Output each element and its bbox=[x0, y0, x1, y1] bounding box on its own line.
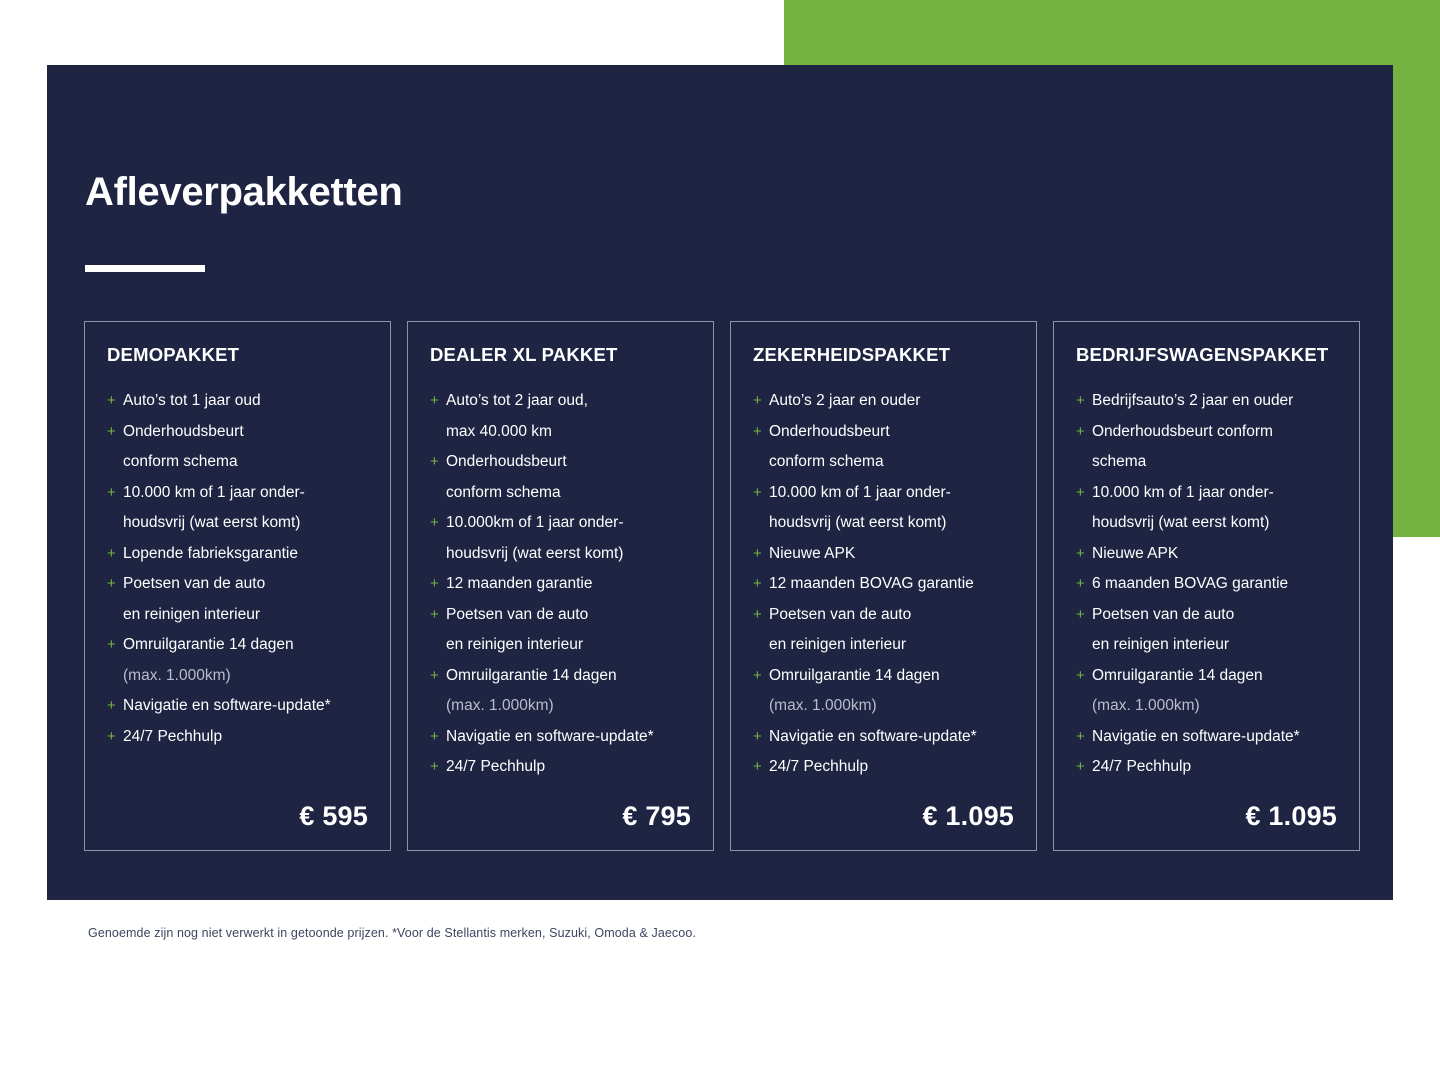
package-card-title: BEDRIJFSWAGENSPAKKET bbox=[1076, 344, 1329, 365]
package-card-list bbox=[84, 321, 1360, 851]
package-feature-item bbox=[753, 478, 1014, 509]
package-feature-item bbox=[1076, 600, 1337, 631]
package-feature-label: conform schema bbox=[123, 453, 238, 470]
package-feature-item bbox=[430, 722, 691, 753]
footnote-text: Genoemde zijn nog niet verwerkt in getoonde prijzen. *Voor de Stellantis merken, Suzuki, Omoda & Jaecoo. bbox=[88, 926, 696, 940]
package-feature-item bbox=[107, 722, 368, 753]
package-card-title: DEALER XL PAKKET bbox=[430, 344, 618, 365]
package-feature-label: schema bbox=[1092, 453, 1147, 470]
package-feature-label: conform schema bbox=[446, 483, 561, 501]
package-feature-label: Onderhoudsbeurt bbox=[769, 422, 890, 440]
package-feature-item bbox=[1076, 752, 1337, 783]
package-feature-item bbox=[107, 386, 368, 417]
package-feature-item bbox=[430, 569, 691, 600]
package-feature-label: 24/7 Pechhulp bbox=[446, 758, 546, 775]
package-feature-label: conform schema bbox=[769, 453, 884, 470]
package-feature-label: (max. 1.000km) bbox=[446, 697, 554, 714]
plus-icon: + bbox=[430, 392, 439, 409]
package-feature-list bbox=[430, 386, 691, 783]
plus-icon: + bbox=[107, 422, 116, 440]
plus-icon: + bbox=[753, 605, 762, 623]
plus-icon: + bbox=[107, 636, 116, 653]
package-feature-item bbox=[107, 447, 368, 478]
package-feature-label: Omruilgarantie 14 dagen bbox=[1092, 666, 1263, 684]
package-feature-item bbox=[107, 569, 368, 600]
package-feature-item bbox=[430, 417, 691, 448]
package-feature-item bbox=[430, 447, 691, 478]
package-feature-label: Poetsen van de auto bbox=[446, 605, 589, 623]
package-feature-list bbox=[107, 386, 368, 781]
plus-icon: + bbox=[1076, 758, 1085, 775]
package-feature-item bbox=[430, 661, 691, 692]
package-feature-item bbox=[1076, 661, 1337, 692]
package-feature-item bbox=[107, 691, 368, 722]
package-feature-label: en reinigen interieur bbox=[1092, 636, 1230, 653]
package-feature-item bbox=[1076, 447, 1337, 478]
package-feature-label: (max. 1.000km) bbox=[769, 697, 877, 714]
package-feature-item bbox=[1076, 722, 1337, 753]
package-feature-label: Onderhoudsbeurt conform bbox=[1092, 422, 1273, 440]
package-feature-item bbox=[753, 539, 1014, 570]
package-feature-item bbox=[1076, 569, 1337, 600]
package-feature-label: Nieuwe APK bbox=[1092, 544, 1179, 562]
package-feature-item bbox=[753, 508, 1014, 539]
package-price: € 595 bbox=[299, 800, 368, 831]
package-feature-item bbox=[1076, 478, 1337, 509]
package-feature-label: Nieuwe APK bbox=[769, 544, 856, 562]
package-feature-item bbox=[753, 661, 1014, 692]
package-card bbox=[84, 321, 391, 851]
package-feature-item bbox=[430, 600, 691, 631]
package-feature-item bbox=[107, 661, 368, 692]
package-feature-label: 12 maanden garantie bbox=[446, 575, 593, 592]
plus-icon: + bbox=[107, 697, 116, 714]
plus-icon: + bbox=[1076, 575, 1085, 592]
package-feature-label: (max. 1.000km) bbox=[123, 666, 231, 684]
package-feature-label: houdsvrij (wat eerst komt) bbox=[123, 514, 301, 531]
package-feature-label: Navigatie en software-update* bbox=[1092, 727, 1300, 745]
package-feature-label: Navigatie en software-update* bbox=[446, 727, 654, 745]
package-feature-item bbox=[753, 722, 1014, 753]
package-feature-label: 10.000km of 1 jaar onder- bbox=[446, 514, 624, 531]
plus-icon: + bbox=[1076, 727, 1085, 745]
package-feature-label: Auto’s 2 jaar en ouder bbox=[769, 392, 921, 409]
plus-icon: + bbox=[753, 422, 762, 440]
package-feature-item bbox=[753, 600, 1014, 631]
package-card bbox=[1053, 321, 1360, 851]
plus-icon: + bbox=[753, 392, 762, 409]
package-feature-item bbox=[1076, 386, 1337, 417]
package-feature-item bbox=[107, 600, 368, 631]
package-price: € 795 bbox=[622, 800, 691, 831]
package-feature-item bbox=[430, 508, 691, 539]
package-price: € 1.095 bbox=[1245, 800, 1337, 831]
package-price: € 1.095 bbox=[922, 800, 1014, 831]
plus-icon: + bbox=[430, 575, 439, 592]
package-feature-label: 24/7 Pechhulp bbox=[769, 758, 869, 775]
package-feature-label: 12 maanden BOVAG garantie bbox=[769, 575, 974, 592]
package-feature-item bbox=[753, 386, 1014, 417]
package-feature-label: Navigatie en software-update* bbox=[769, 727, 977, 745]
plus-icon: + bbox=[1076, 392, 1085, 409]
plus-icon: + bbox=[430, 727, 439, 745]
package-card-title: ZEKERHEIDSPAKKET bbox=[753, 344, 951, 365]
package-feature-item bbox=[753, 691, 1014, 722]
package-feature-item bbox=[430, 386, 691, 417]
package-feature-item bbox=[1076, 539, 1337, 570]
package-feature-label: Onderhoudsbeurt bbox=[123, 422, 244, 440]
package-feature-label: Omruilgarantie 14 dagen bbox=[446, 666, 617, 684]
package-feature-item bbox=[753, 447, 1014, 478]
package-card-title: DEMOPAKKET bbox=[107, 344, 240, 365]
plus-icon: + bbox=[107, 483, 116, 501]
plus-icon: + bbox=[107, 575, 116, 592]
plus-icon: + bbox=[430, 758, 439, 775]
package-feature-item bbox=[753, 569, 1014, 600]
packages-panel bbox=[47, 65, 1393, 900]
package-feature-list bbox=[1076, 386, 1337, 783]
plus-icon: + bbox=[1076, 666, 1085, 684]
package-feature-label: en reinigen interieur bbox=[769, 636, 907, 653]
package-feature-label: Omruilgarantie 14 dagen bbox=[769, 666, 940, 684]
package-feature-label: Poetsen van de auto bbox=[123, 575, 266, 592]
package-feature-item bbox=[1076, 417, 1337, 448]
package-feature-list bbox=[753, 386, 1014, 783]
package-feature-item bbox=[1076, 630, 1337, 661]
package-feature-item bbox=[430, 539, 691, 570]
plus-icon: + bbox=[1076, 483, 1085, 501]
plus-icon: + bbox=[1076, 544, 1085, 562]
plus-icon: + bbox=[107, 544, 116, 562]
plus-icon: + bbox=[107, 727, 116, 745]
page-title: Afleverpakketten bbox=[85, 170, 403, 214]
package-feature-label: Omruilgarantie 14 dagen bbox=[123, 636, 294, 653]
title-underline-rule bbox=[85, 265, 205, 272]
plus-icon: + bbox=[430, 666, 439, 684]
plus-icon: + bbox=[753, 483, 762, 501]
package-feature-item bbox=[430, 478, 691, 509]
plus-icon: + bbox=[753, 544, 762, 562]
plus-icon: + bbox=[430, 605, 439, 623]
package-feature-label: max 40.000 km bbox=[446, 422, 552, 440]
package-feature-item bbox=[1076, 691, 1337, 722]
package-feature-label: Navigatie en software-update* bbox=[123, 697, 331, 714]
plus-icon: + bbox=[1076, 605, 1085, 623]
package-feature-item bbox=[107, 539, 368, 570]
package-feature-label: Auto’s tot 1 jaar oud bbox=[123, 392, 261, 409]
package-card bbox=[730, 321, 1037, 851]
package-card bbox=[407, 321, 714, 851]
plus-icon: + bbox=[753, 727, 762, 745]
package-feature-label: Poetsen van de auto bbox=[769, 605, 912, 623]
package-feature-item bbox=[753, 630, 1014, 661]
package-feature-item bbox=[107, 508, 368, 539]
package-feature-label: 10.000 km of 1 jaar onder- bbox=[769, 483, 951, 501]
package-feature-item bbox=[753, 417, 1014, 448]
package-feature-label: Auto’s tot 2 jaar oud, bbox=[446, 392, 588, 409]
package-feature-label: houdsvrij (wat eerst komt) bbox=[1092, 514, 1270, 531]
plus-icon: + bbox=[753, 575, 762, 592]
package-feature-item bbox=[430, 752, 691, 783]
plus-icon: + bbox=[430, 453, 439, 470]
plus-icon: + bbox=[1076, 422, 1085, 440]
package-feature-item bbox=[430, 691, 691, 722]
package-feature-label: Poetsen van de auto bbox=[1092, 605, 1235, 623]
package-feature-label: 10.000 km of 1 jaar onder- bbox=[1092, 483, 1274, 501]
plus-icon: + bbox=[107, 392, 116, 409]
package-feature-item bbox=[107, 630, 368, 661]
package-feature-item bbox=[1076, 508, 1337, 539]
package-feature-label: 24/7 Pechhulp bbox=[1092, 758, 1192, 775]
package-feature-label: en reinigen interieur bbox=[123, 605, 261, 623]
package-feature-label: Onderhoudsbeurt bbox=[446, 453, 567, 470]
package-feature-label: houdsvrij (wat eerst komt) bbox=[769, 514, 947, 531]
plus-icon: + bbox=[753, 758, 762, 775]
package-feature-item bbox=[107, 478, 368, 509]
plus-icon: + bbox=[430, 514, 439, 531]
package-feature-label: 6 maanden BOVAG garantie bbox=[1092, 575, 1289, 592]
package-feature-label: houdsvrij (wat eerst komt) bbox=[446, 544, 624, 562]
package-feature-label: Lopende fabrieksgarantie bbox=[123, 544, 298, 562]
package-feature-label: (max. 1.000km) bbox=[1092, 697, 1200, 714]
package-feature-item bbox=[430, 630, 691, 661]
package-feature-item bbox=[107, 417, 368, 448]
package-feature-label: 10.000 km of 1 jaar onder- bbox=[123, 483, 305, 501]
package-feature-label: en reinigen interieur bbox=[446, 636, 584, 653]
package-feature-label: Bedrijfsauto’s 2 jaar en ouder bbox=[1092, 392, 1294, 409]
package-feature-label: 24/7 Pechhulp bbox=[123, 727, 223, 745]
package-feature-item bbox=[753, 752, 1014, 783]
plus-icon: + bbox=[753, 666, 762, 684]
